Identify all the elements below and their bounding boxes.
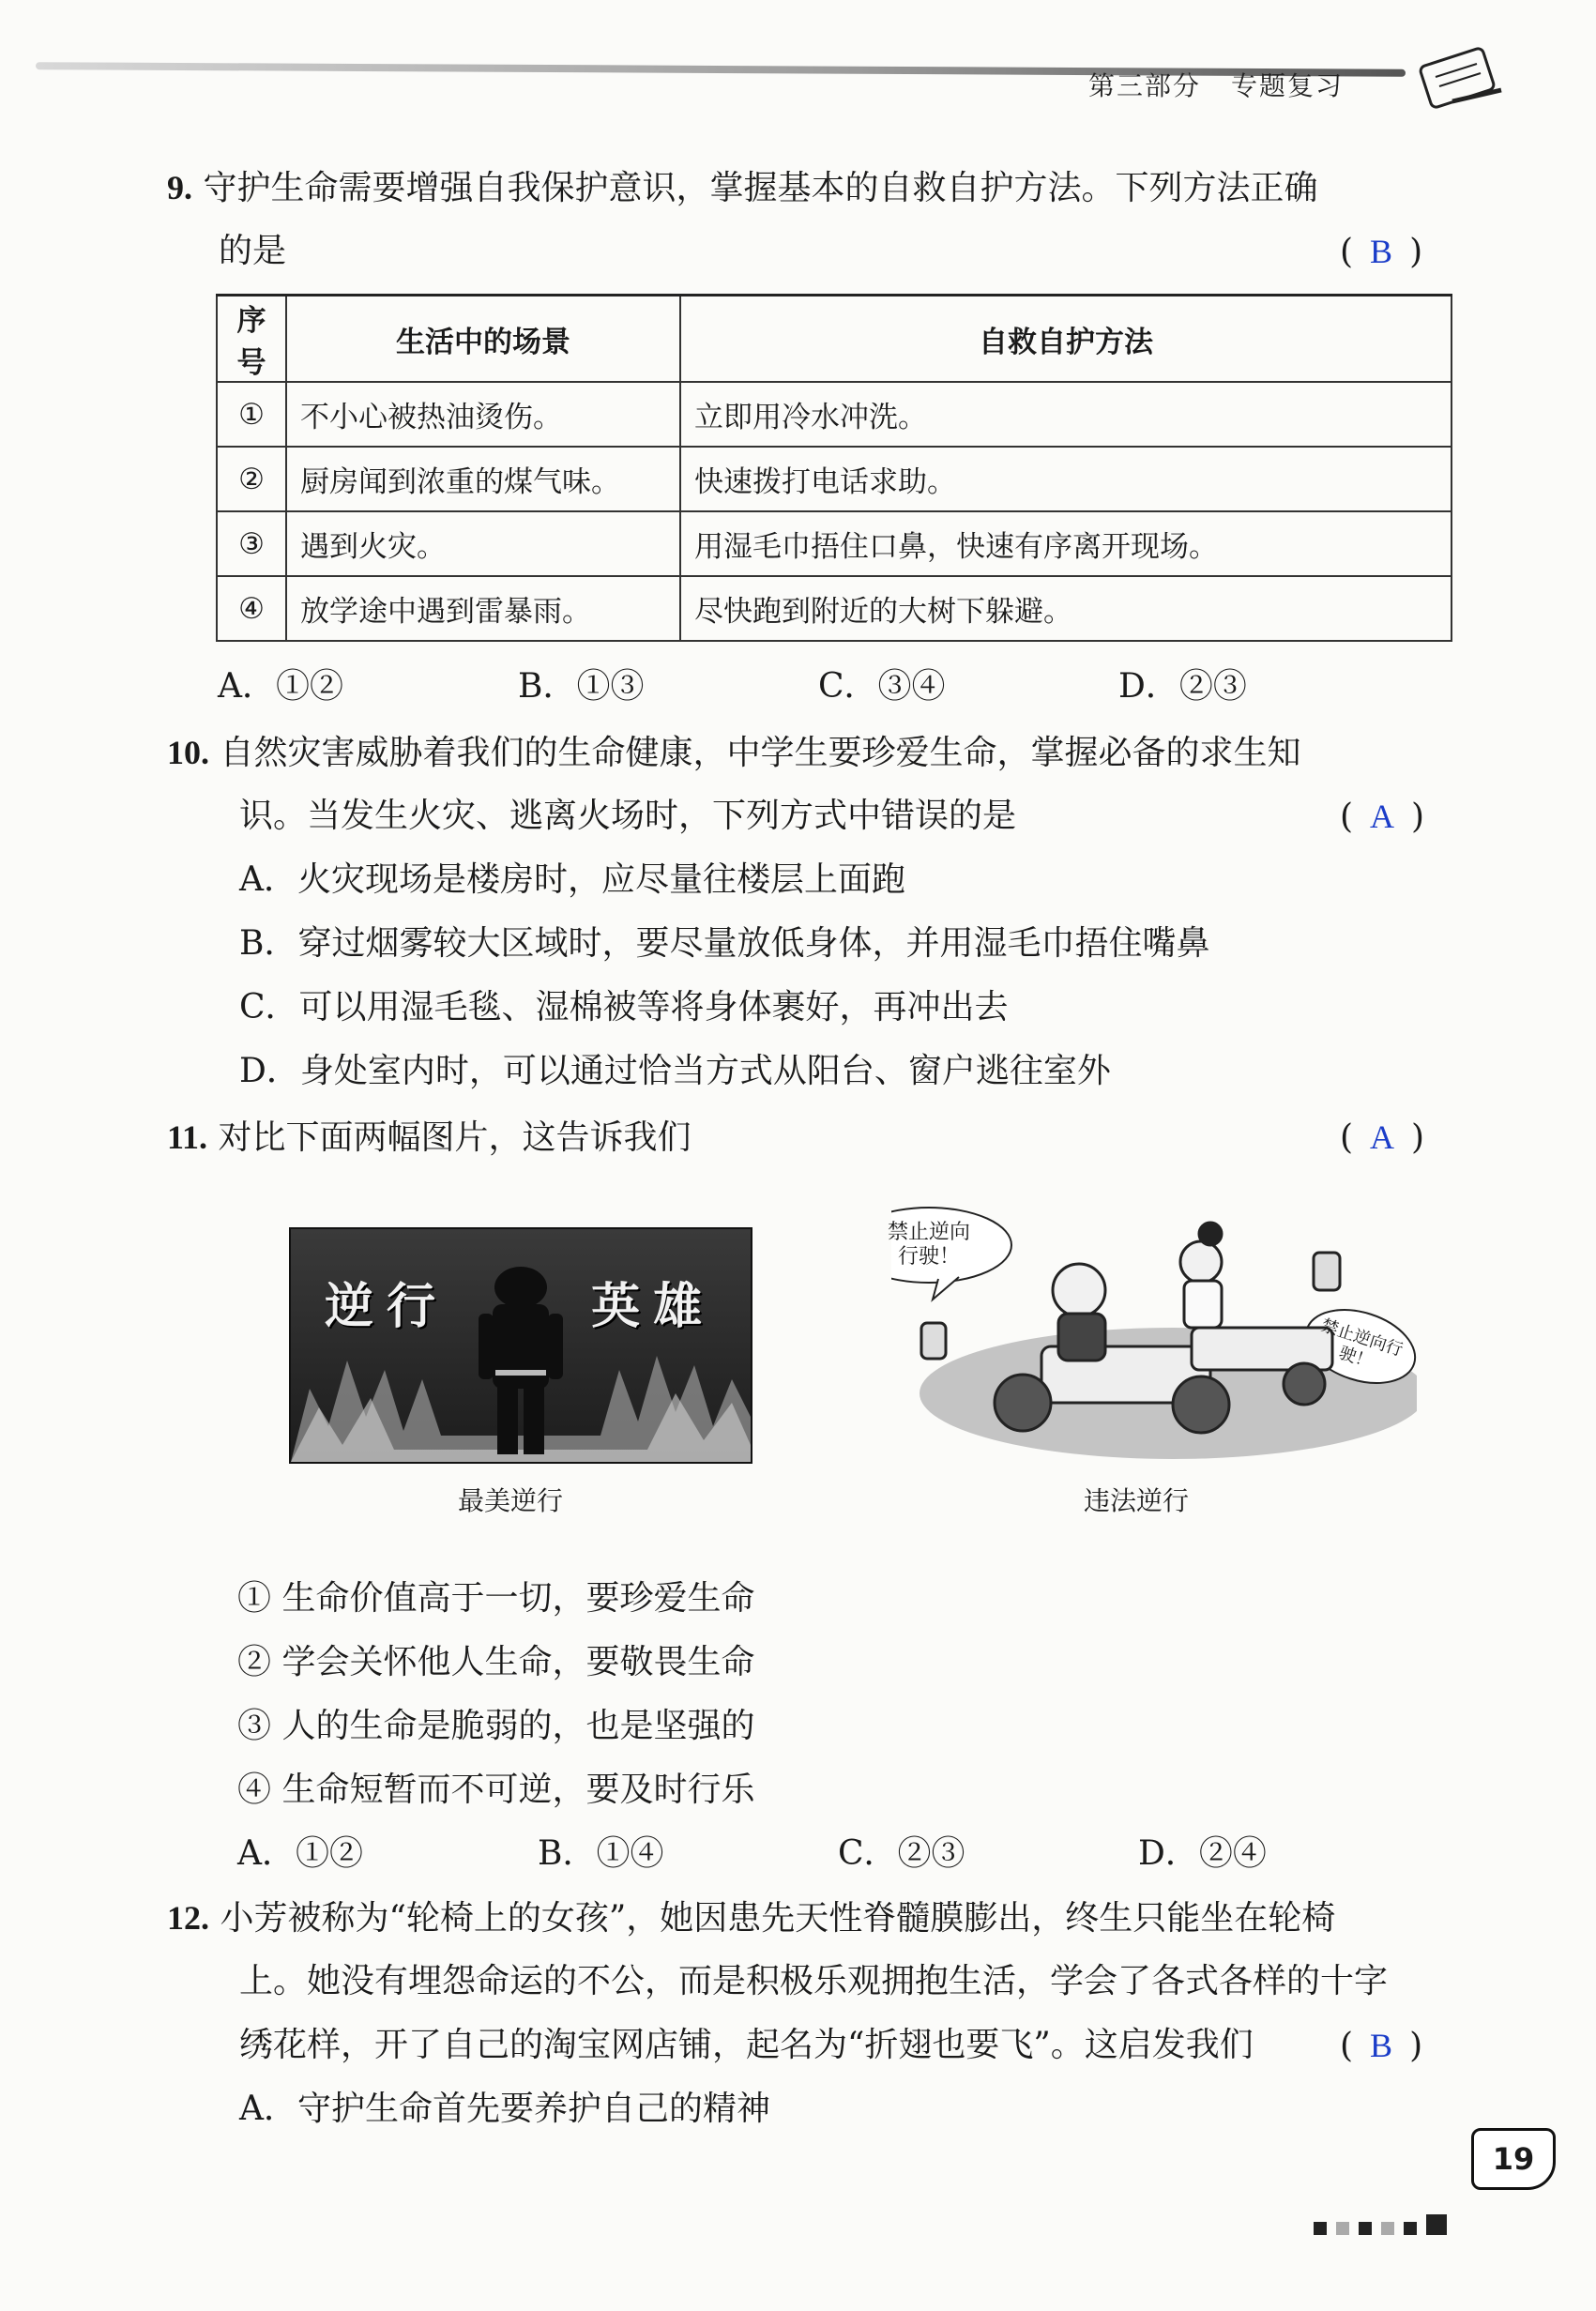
q9-line2: 的是 [219,232,287,270]
decorative-squares [1314,2214,1456,2239]
page-header [1088,66,1374,103]
wrong-way-cartoon [887,1206,1417,1468]
q11-statement-4: ④ 生命短暂而不可逆，要及时行乐 [237,1771,755,1809]
table-cell: 放学途中遇到雷暴雨。 [286,576,680,641]
q11-option-d: D．②④ [1138,1834,1267,1873]
q12-line2: 上。她没有埋怨命运的不公，而是积极乐观拥抱生活，学会了各式各样的十字 [239,1962,1389,2000]
q12-line3: 绣花样，开了自己的淘宝网店铺，起名为“折翅也要飞”。这启发我们 [239,2026,1254,2064]
q9-answer-slot: ( B ) [1340,233,1423,271]
notebook-pen-icon [1415,36,1507,111]
table-row [217,511,1452,576]
flames-graphic [291,1229,751,1462]
bubble-right-text: 禁止逆向行驶！ [1318,1315,1406,1373]
q11-option-b: B．①④ [538,1834,664,1873]
q11-answer-slot: ( A ) [1340,1118,1425,1157]
q11-line1: 对比下面两幅图片，这告诉我们 [218,1118,692,1157]
page-number: 19 [1471,2128,1556,2190]
table-cell: 遇到火灾。 [286,511,680,576]
table-cell: 立即用冷水冲洗。 [680,382,1452,447]
table-cell: 用湿毛巾捂住口鼻，快速有序离开现场。 [680,511,1452,576]
q10-option-c: C．可以用湿毛毯、湿棉被等将身体裹好，再冲出去 [239,988,1009,1026]
q11-number: 11. [167,1118,208,1156]
q9-number: 9. [167,169,192,206]
q12-option-a: A．守护生命首先要养护自己的精神 [239,2090,770,2128]
q12-number: 12. [167,1899,209,1937]
q10-option-d: D．身处室内时，可以通过恰当方式从阳台、窗户逃往室外 [239,1052,1111,1090]
q9-stem [167,165,1317,211]
table-header-cell: 序号 [217,296,286,383]
table-cell: ① [217,382,286,447]
table-header-cell: 生活中的场景 [286,296,680,383]
q10-option-a: A．火灾现场是楼房时，应尽量往楼层上面跑 [239,860,905,899]
table-cell: ④ [217,576,286,641]
q11-statement-2: ② 学会关怀他人生命，要敬畏生命 [237,1643,755,1681]
q10-answer-slot: ( A ) [1340,798,1425,836]
q9-table [216,294,1452,642]
q10-number: 10. [167,734,209,771]
q11-statement-1: ① 生命价值高于一切，要珍爱生命 [237,1579,755,1618]
header-part: 第三部分 [1088,70,1202,101]
firefighter-overlay-text: 逆行 英雄 [325,1278,716,1335]
table-cell: 尽快跑到附近的大树下躲避。 [680,576,1452,641]
image2-caption: 违法逆行 [1084,1485,1190,1516]
table-row [217,576,1452,641]
q11-answer: A [1370,1118,1395,1156]
q11-option-c: C．②③ [838,1834,965,1873]
q9-option-d: D．②③ [1118,667,1247,706]
table-cell: ③ [217,511,286,576]
firefighter-image [289,1227,752,1464]
table-cell: 厨房闻到浓重的煤气味。 [286,447,680,511]
table-header-cell: 自救自护方法 [680,296,1452,383]
q10-line1: 自然灾害威胁着我们的生命健康，中学生要珍爱生命，掌握必备的求生知 [220,734,1301,772]
q12-stem [167,1895,1335,1941]
q10-option-b: B．穿过烟雾较大区域时，要尽量放低身体，并用湿毛巾捂住嘴鼻 [239,924,1210,963]
table-row [217,447,1452,511]
q9-option-c: C．③④ [818,667,946,706]
q11-statement-3: ③ 人的生命是脆弱的，也是坚强的 [237,1707,755,1745]
q9-option-b: B．①③ [518,667,645,706]
q9-options [218,664,1419,709]
image1-caption: 最美逆行 [458,1485,564,1516]
q12-answer: B [1370,2027,1393,2064]
q10-line2: 识。当发生火灾、逃离火场时，下列方式中错误的是 [239,797,1017,835]
q9-answer: B [1370,233,1393,270]
table-header-row [217,296,1452,383]
table-cell: ② [217,447,286,511]
table-cell: 不小心被热油烫伤。 [286,382,680,447]
q9-line1: 守护生命需要增强自我保护意识，掌握基本的自救自护方法。下列方法正确 [203,169,1318,207]
q9-option-a: A．①② [218,667,343,706]
header-section: 专题复习 [1231,70,1345,101]
q12-answer-slot: ( B ) [1340,2027,1423,2065]
table-cell: 快速拨打电话求助。 [680,447,1452,511]
q10-answer: A [1370,798,1395,835]
q10-stem [167,730,1300,776]
q11-options [237,1832,1438,1877]
q11-option-a: A．①② [237,1834,363,1873]
bubble-left-text: 禁止逆向行驶！ [887,1221,970,1269]
q11-stem [167,1115,691,1161]
table-row [217,382,1452,447]
q12-line1: 小芳被称为“轮椅上的女孩”，她因患先天性脊髓膜膨出，终生只能坐在轮椅 [220,1899,1336,1938]
